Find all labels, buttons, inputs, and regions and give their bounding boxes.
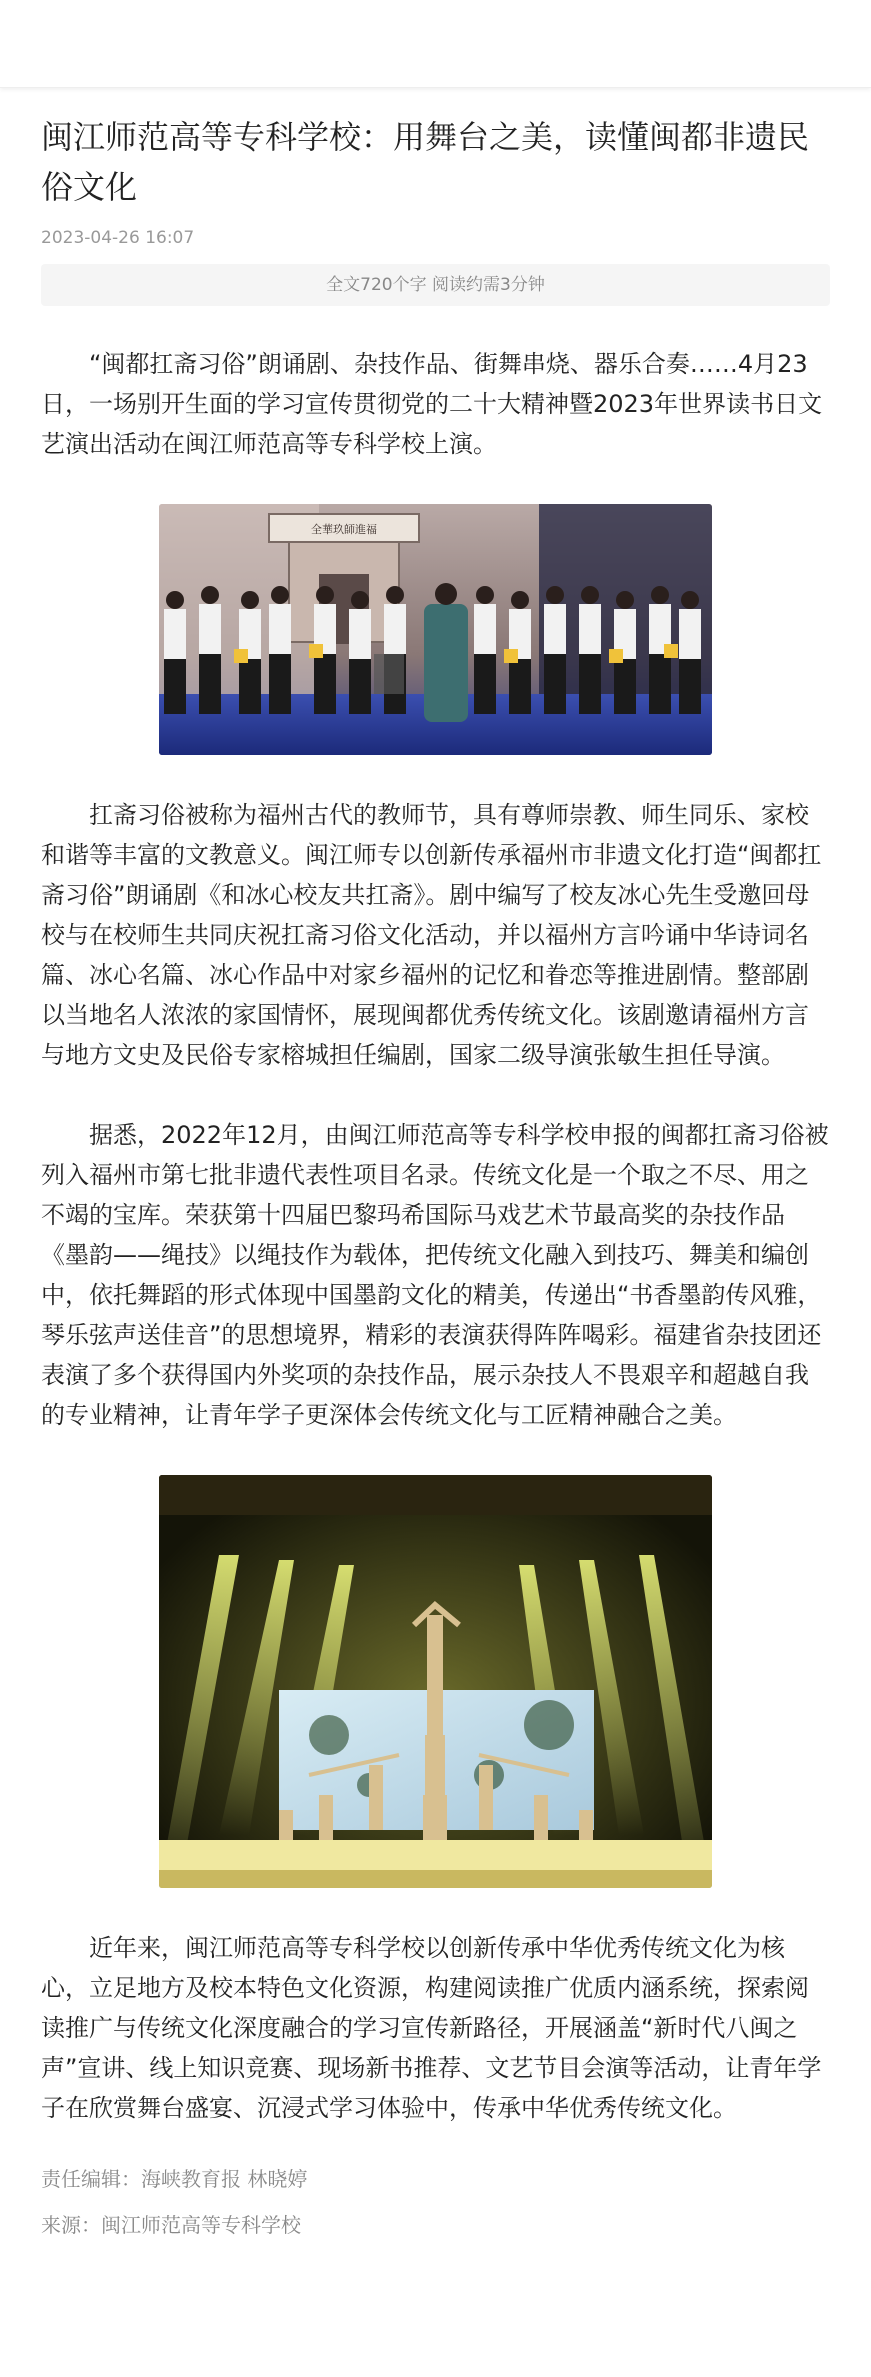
responsible-editor: 责任编辑：海峡教育报 林晓婷 [41, 2167, 308, 2191]
paragraph-4: 近年来，闽江师范高等专科学校以创新传承中华优秀传统文化为核心，立足地方及校本特色文化资源，构建阅读推广优质内涵系统，探索阅读推广与传统文化深度融合的学习宣传新路径，开展涵盖“新时代八闽之声”宣讲、线上知识竞赛、现场新书推荐、文艺节目会演等活动，让青年学子在欣赏舞台盛宴、沉浸式学习体验中，传承中华优秀传统文化。 [41, 1934, 822, 2122]
reading-info-bar: 全文720个字 阅读约需3分钟 [41, 264, 830, 306]
article-source: 来源：闽江师范高等专科学校 [41, 2213, 301, 2237]
paragraph-3: 据悉，2022年12月，由闽江师范高等专科学校申报的闽都扛斋习俗被列入福州市第七批非遗代表性项目名录。传统文化是一个取之不尽、用之不竭的宝库。荣获第十四届巴黎玛希国际马戏艺术节最高奖的杂技作品《墨韵——绳技》以绳技作为载体，把传统文化融入到技巧、舞美和编创中，依托舞蹈的形式体现中国墨韵文化的精美，传递出“书香墨韵传风雅，琴乐弦声送佳音”的思想境界，精彩的表演获得阵阵喝彩。福建省杂技团还表演了多个获得国内外奖项的杂技作品，展示杂技人不畏艰辛和超越自我的专业精神，让青年学子更深体会传统文化与工匠精神融合之美。 [41, 1121, 829, 1429]
stage-photo-recitation [159, 504, 712, 755]
stage-photo-acrobatics [159, 1475, 712, 1888]
paragraph-1: “闽都扛斋习俗”朗诵剧、杂技作品、街舞串烧、器乐合奏……4月23日，一场别开生面的学习宣传贯彻党的二十大精神暨2023年世界读书日文艺演出活动在闽江师范高等专科学校上演。 [41, 350, 823, 458]
top-bar [0, 0, 871, 88]
paragraph-2: 扛斋习俗被称为福州古代的教师节，具有尊师崇教、师生同乐、家校和谐等丰富的文教意义。闽江师专以创新传承福州市非遗文化打造“闽都扛斋习俗”朗诵剧《和冰心校友共扛斋》。剧中编写了校友冰心先生受邀回母校与在校师生共同庆祝扛斋习俗文化活动，并以福州方言吟诵中华诗词名篇、冰心名篇、冰心作品中对家乡福州的记忆和眷恋等推进剧情。整部剧以当地名人浓浓的家国情怀，展现闽都优秀传统文化。该剧邀请福州方言与地方文史及民俗专家榕城担任编剧，国家二级导演张敏生担任导演。 [41, 801, 822, 1069]
photo1-sign-text: 全華玖師進福 [311, 523, 377, 536]
article-title: 闽江师范高等专科学校：用舞台之美，读懂闽都非遗民俗文化 [41, 118, 810, 206]
article [0, 112, 871, 2240]
publish-time: 2023-04-26 16:07 [41, 228, 195, 248]
